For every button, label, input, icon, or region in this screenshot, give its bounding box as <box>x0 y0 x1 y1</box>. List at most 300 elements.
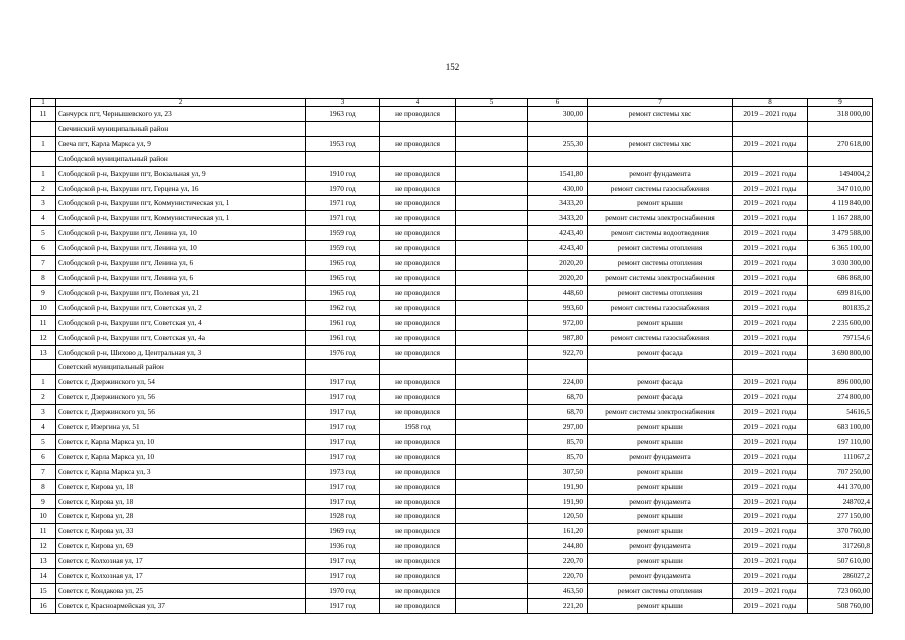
empty-cell <box>456 241 528 256</box>
empty-cell <box>456 285 528 300</box>
commission-year-cell: 1917 год <box>306 569 380 584</box>
period-cell: 2019 – 2021 годы <box>733 136 808 151</box>
work-type-cell: ремонт фундамента <box>588 569 733 584</box>
row-number-cell: 8 <box>31 270 56 285</box>
last-repair-cell: не проводился <box>380 494 456 509</box>
table-row <box>31 315 873 330</box>
work-type-cell: ремонт крыши <box>588 479 733 494</box>
empty-cell <box>456 598 528 613</box>
empty-cell <box>456 449 528 464</box>
column-number-cell: 4 <box>380 99 456 107</box>
address-cell: Советск г, Кирова ул, 28 <box>56 509 306 524</box>
row-number-cell: 3 <box>31 196 56 211</box>
work-type-cell: ремонт фундамента <box>588 166 733 181</box>
commission-year-cell: 1917 год <box>306 479 380 494</box>
period-cell: 2019 – 2021 годы <box>733 315 808 330</box>
period-cell: 2019 – 2021 годы <box>733 420 808 435</box>
commission-year-cell: 1928 год <box>306 509 380 524</box>
empty-cell <box>456 181 528 196</box>
period-cell: 2019 – 2021 годы <box>733 464 808 479</box>
empty-cell <box>456 539 528 554</box>
address-cell: Свеча пгт, Карла Маркса ул, 9 <box>56 136 306 151</box>
work-type-cell: ремонт системы хвс <box>588 107 733 122</box>
area-cell: 3433,20 <box>528 196 588 211</box>
period-cell: 2019 – 2021 годы <box>733 509 808 524</box>
work-type-cell: ремонт фасада <box>588 375 733 390</box>
row-number-cell: 12 <box>31 330 56 345</box>
row-number-cell: 11 <box>31 315 56 330</box>
empty-cell <box>380 151 456 166</box>
table-row <box>31 285 873 300</box>
last-repair-cell: не проводился <box>380 136 456 151</box>
work-type-cell: ремонт крыши <box>588 315 733 330</box>
last-repair-cell: не проводился <box>380 479 456 494</box>
area-cell: 68,70 <box>528 390 588 405</box>
cost-cell: 896 000,00 <box>808 375 873 390</box>
address-cell: Слободской р-н, Вахруши пгт, Ленина ул, 6 <box>56 270 306 285</box>
table-row <box>31 554 873 569</box>
period-cell: 2019 – 2021 годы <box>733 405 808 420</box>
last-repair-cell: не проводился <box>380 554 456 569</box>
cost-cell: 318 000,00 <box>808 107 873 122</box>
column-number-cell: 9 <box>808 99 873 107</box>
address-cell: Слободской р-н, Вахруши пгт, Вокзальная ул, 9 <box>56 166 306 181</box>
area-cell: 221,20 <box>528 598 588 613</box>
empty-cell <box>456 256 528 271</box>
cost-cell: 286027,2 <box>808 569 873 584</box>
address-cell: Слободской р-н, Вахруши пгт, Ленина ул, 10 <box>56 241 306 256</box>
area-cell: 255,30 <box>528 136 588 151</box>
last-repair-cell: не проводился <box>380 211 456 226</box>
commission-year-cell: 1959 год <box>306 241 380 256</box>
cost-cell: 707 250,00 <box>808 464 873 479</box>
work-type-cell: ремонт системы хвс <box>588 136 733 151</box>
empty-cell <box>528 151 588 166</box>
work-type-cell: ремонт крыши <box>588 509 733 524</box>
table-row <box>31 509 873 524</box>
work-type-cell: ремонт крыши <box>588 598 733 613</box>
column-number-cell: 5 <box>456 99 528 107</box>
address-cell: Советск г, Дзержинского ул, 54 <box>56 375 306 390</box>
last-repair-cell: не проводился <box>380 434 456 449</box>
cost-cell: 4 119 840,00 <box>808 196 873 211</box>
column-number-header-row <box>31 99 873 107</box>
commission-year-cell: 1917 год <box>306 375 380 390</box>
empty-cell <box>588 121 733 136</box>
empty-cell <box>456 330 528 345</box>
empty-cell <box>456 375 528 390</box>
commission-year-cell: 1965 год <box>306 270 380 285</box>
cost-cell: 111067,2 <box>808 449 873 464</box>
commission-year-cell: 1910 год <box>306 166 380 181</box>
area-cell: 4243,40 <box>528 241 588 256</box>
area-cell: 297,00 <box>528 420 588 435</box>
address-cell: Слободской р-н, Вахруши пгт, Полевая ул, 21 <box>56 285 306 300</box>
area-cell: 4243,40 <box>528 226 588 241</box>
period-cell: 2019 – 2021 годы <box>733 196 808 211</box>
empty-cell <box>306 121 380 136</box>
empty-cell <box>733 360 808 375</box>
empty-cell <box>808 360 873 375</box>
address-cell: Советск г, Изергина ул, 51 <box>56 420 306 435</box>
table-row <box>31 464 873 479</box>
work-type-cell: ремонт системы газоснабжения <box>588 300 733 315</box>
commission-year-cell: 1953 год <box>306 136 380 151</box>
commission-year-cell: 1976 год <box>306 345 380 360</box>
last-repair-cell: не проводился <box>380 375 456 390</box>
cost-cell: 274 800,00 <box>808 390 873 405</box>
period-cell: 2019 – 2021 годы <box>733 598 808 613</box>
cost-cell: 370 760,00 <box>808 524 873 539</box>
commission-year-cell: 1962 год <box>306 300 380 315</box>
address-cell: Советск г, Кирова ул, 18 <box>56 494 306 509</box>
last-repair-cell: не проводился <box>380 598 456 613</box>
row-number-cell: 3 <box>31 405 56 420</box>
period-cell: 2019 – 2021 годы <box>733 554 808 569</box>
cost-cell: 797154,6 <box>808 330 873 345</box>
address-cell: Советск г, Карла Маркса ул, 3 <box>56 464 306 479</box>
work-type-cell: ремонт крыши <box>588 196 733 211</box>
empty-cell <box>456 554 528 569</box>
area-cell: 220,70 <box>528 554 588 569</box>
address-cell: Слободской р-н, Вахруши пгт, Советская ул, 2 <box>56 300 306 315</box>
last-repair-cell: не проводился <box>380 300 456 315</box>
cost-cell: 347 010,00 <box>808 181 873 196</box>
table-row <box>31 420 873 435</box>
row-number-cell: 1 <box>31 166 56 181</box>
cost-cell: 6 365 100,00 <box>808 241 873 256</box>
last-repair-cell: не проводился <box>380 241 456 256</box>
work-type-cell: ремонт фасада <box>588 390 733 405</box>
table-row <box>31 375 873 390</box>
last-repair-cell: не проводился <box>380 584 456 599</box>
area-cell: 463,50 <box>528 584 588 599</box>
table-row <box>31 270 873 285</box>
last-repair-cell: не проводился <box>380 524 456 539</box>
period-cell: 2019 – 2021 годы <box>733 449 808 464</box>
work-type-cell: ремонт крыши <box>588 524 733 539</box>
work-type-cell: ремонт системы электроснабжения <box>588 211 733 226</box>
commission-year-cell: 1970 год <box>306 181 380 196</box>
area-cell: 224,00 <box>528 375 588 390</box>
work-type-cell: ремонт системы отопления <box>588 285 733 300</box>
cost-cell: 270 618,00 <box>808 136 873 151</box>
empty-cell <box>456 434 528 449</box>
empty-cell <box>733 151 808 166</box>
commission-year-cell: 1936 год <box>306 539 380 554</box>
row-number-cell: 16 <box>31 598 56 613</box>
cost-cell: 3 479 588,00 <box>808 226 873 241</box>
empty-cell <box>456 569 528 584</box>
last-repair-cell: не проводился <box>380 270 456 285</box>
area-cell: 85,70 <box>528 434 588 449</box>
table-row <box>31 584 873 599</box>
area-cell: 85,70 <box>528 449 588 464</box>
work-type-cell: ремонт фундамента <box>588 449 733 464</box>
area-cell: 244,80 <box>528 539 588 554</box>
row-number-cell: 9 <box>31 285 56 300</box>
row-number-cell: 5 <box>31 226 56 241</box>
commission-year-cell: 1965 год <box>306 256 380 271</box>
district-title-cell: Слободской муниципальный район <box>56 151 306 166</box>
area-cell: 987,80 <box>528 330 588 345</box>
commission-year-cell: 1971 год <box>306 211 380 226</box>
last-repair-cell: не проводился <box>380 449 456 464</box>
row-number-cell: 15 <box>31 584 56 599</box>
empty-cell <box>380 121 456 136</box>
last-repair-cell: 1958 год <box>380 420 456 435</box>
row-number-cell: 10 <box>31 300 56 315</box>
period-cell: 2019 – 2021 годы <box>733 345 808 360</box>
commission-year-cell: 1973 год <box>306 464 380 479</box>
empty-cell <box>456 509 528 524</box>
empty-cell <box>380 360 456 375</box>
empty-cell <box>808 121 873 136</box>
address-cell: Санчурск пгт, Чернышевского ул, 23 <box>56 107 306 122</box>
period-cell: 2019 – 2021 годы <box>733 285 808 300</box>
commission-year-cell: 1917 год <box>306 434 380 449</box>
period-cell: 2019 – 2021 годы <box>733 434 808 449</box>
area-cell: 922,70 <box>528 345 588 360</box>
empty-cell <box>456 107 528 122</box>
address-cell: Советск г, Карла Маркса ул, 10 <box>56 434 306 449</box>
address-cell: Советск г, Красноармейская ул, 37 <box>56 598 306 613</box>
cost-cell: 197 110,00 <box>808 434 873 449</box>
cost-cell: 1 167 288,00 <box>808 211 873 226</box>
last-repair-cell: не проводился <box>380 464 456 479</box>
empty-cell <box>456 270 528 285</box>
district-section-row <box>31 151 873 166</box>
commission-year-cell: 1971 год <box>306 196 380 211</box>
commission-year-cell: 1917 год <box>306 390 380 405</box>
last-repair-cell: не проводился <box>380 405 456 420</box>
empty-cell <box>456 494 528 509</box>
empty-cell <box>456 360 528 375</box>
empty-cell <box>456 211 528 226</box>
commission-year-cell: 1961 год <box>306 330 380 345</box>
empty-cell <box>456 136 528 151</box>
row-number-cell: 7 <box>31 464 56 479</box>
table-row <box>31 494 873 509</box>
column-number-cell: 7 <box>588 99 733 107</box>
district-title-cell: Свечинский муниципальный район <box>56 121 306 136</box>
work-type-cell: ремонт системы газоснабжения <box>588 330 733 345</box>
period-cell: 2019 – 2021 годы <box>733 494 808 509</box>
empty-cell <box>456 196 528 211</box>
area-cell: 191,90 <box>528 494 588 509</box>
column-number-cell: 1 <box>31 99 56 107</box>
column-number-cell: 8 <box>733 99 808 107</box>
area-cell: 448,60 <box>528 285 588 300</box>
repair-program-table <box>30 98 873 614</box>
work-type-cell: ремонт крыши <box>588 554 733 569</box>
period-cell: 2019 – 2021 годы <box>733 300 808 315</box>
last-repair-cell: не проводился <box>380 390 456 405</box>
cost-cell: 248702,4 <box>808 494 873 509</box>
row-number-cell: 14 <box>31 569 56 584</box>
cost-cell: 801835,2 <box>808 300 873 315</box>
commission-year-cell: 1917 год <box>306 405 380 420</box>
commission-year-cell: 1961 год <box>306 315 380 330</box>
commission-year-cell: 1917 год <box>306 420 380 435</box>
row-number-cell: 5 <box>31 434 56 449</box>
work-type-cell: ремонт крыши <box>588 464 733 479</box>
column-number-cell: 6 <box>528 99 588 107</box>
page-number: 152 <box>445 62 460 72</box>
table-row <box>31 241 873 256</box>
last-repair-cell: не проводился <box>380 166 456 181</box>
row-number-cell: 11 <box>31 107 56 122</box>
empty-cell <box>456 315 528 330</box>
table-row <box>31 569 873 584</box>
last-repair-cell: не проводился <box>380 107 456 122</box>
empty-cell <box>733 121 808 136</box>
district-section-row <box>31 121 873 136</box>
work-type-cell: ремонт системы электроснабжения <box>588 270 733 285</box>
period-cell: 2019 – 2021 годы <box>733 241 808 256</box>
cost-cell: 317260,8 <box>808 539 873 554</box>
cost-cell: 277 150,00 <box>808 509 873 524</box>
column-number-cell: 2 <box>56 99 306 107</box>
row-number-cell: 10 <box>31 509 56 524</box>
area-cell: 3433,20 <box>528 211 588 226</box>
last-repair-cell: не проводился <box>380 196 456 211</box>
work-type-cell: ремонт системы отопления <box>588 241 733 256</box>
last-repair-cell: не проводился <box>380 330 456 345</box>
address-cell: Советск г, Карла Маркса ул, 10 <box>56 449 306 464</box>
work-type-cell: ремонт фасада <box>588 345 733 360</box>
cost-cell: 699 816,00 <box>808 285 873 300</box>
table-row <box>31 181 873 196</box>
period-cell: 2019 – 2021 годы <box>733 524 808 539</box>
row-number-cell: 6 <box>31 449 56 464</box>
cost-cell: 508 760,00 <box>808 598 873 613</box>
commission-year-cell: 1970 год <box>306 584 380 599</box>
table-row <box>31 479 873 494</box>
row-number-cell: 12 <box>31 539 56 554</box>
period-cell: 2019 – 2021 годы <box>733 569 808 584</box>
empty-cell <box>588 360 733 375</box>
address-cell: Слободской р-н, Шихово д, Центральная ул, 3 <box>56 345 306 360</box>
row-number-cell: 2 <box>31 390 56 405</box>
area-cell: 300,00 <box>528 107 588 122</box>
address-cell: Слободской р-н, Вахруши пгт, Советская ул, 4 <box>56 315 306 330</box>
empty-cell <box>456 151 528 166</box>
last-repair-cell: не проводился <box>380 569 456 584</box>
table-row <box>31 256 873 271</box>
area-cell: 430,00 <box>528 181 588 196</box>
address-cell: Слободской р-н, Вахруши пгт, Советская ул, 4а <box>56 330 306 345</box>
table-row <box>31 449 873 464</box>
table-row <box>31 539 873 554</box>
cost-cell: 1494004,2 <box>808 166 873 181</box>
empty-cell <box>808 151 873 166</box>
table-body <box>31 99 873 614</box>
cost-cell: 54616,5 <box>808 405 873 420</box>
table-row <box>31 598 873 613</box>
address-cell: Советск г, Кирова ул, 69 <box>56 539 306 554</box>
period-cell: 2019 – 2021 годы <box>733 226 808 241</box>
row-number-cell: 13 <box>31 554 56 569</box>
area-cell: 307,50 <box>528 464 588 479</box>
address-cell: Советск г, Дзержинского ул, 56 <box>56 390 306 405</box>
row-number-cell: 13 <box>31 345 56 360</box>
period-cell: 2019 – 2021 годы <box>733 181 808 196</box>
empty-cell <box>306 360 380 375</box>
table-row <box>31 196 873 211</box>
area-cell: 1541,80 <box>528 166 588 181</box>
work-type-cell: ремонт системы водоотведения <box>588 226 733 241</box>
work-type-cell: ремонт фундамента <box>588 494 733 509</box>
address-cell: Советск г, Кондакова ул, 25 <box>56 584 306 599</box>
work-type-cell: ремонт системы отопления <box>588 584 733 599</box>
period-cell: 2019 – 2021 годы <box>733 270 808 285</box>
table-row <box>31 300 873 315</box>
table-row <box>31 107 873 122</box>
commission-year-cell: 1917 год <box>306 449 380 464</box>
empty-cell <box>456 420 528 435</box>
row-number-cell: 1 <box>31 375 56 390</box>
row-number-cell: 8 <box>31 479 56 494</box>
commission-year-cell: 1965 год <box>306 285 380 300</box>
row-number-cell: 9 <box>31 494 56 509</box>
commission-year-cell: 1969 год <box>306 524 380 539</box>
work-type-cell: ремонт системы отопления <box>588 256 733 271</box>
area-cell: 68,70 <box>528 405 588 420</box>
period-cell: 2019 – 2021 годы <box>733 479 808 494</box>
table-row <box>31 330 873 345</box>
period-cell: 2019 – 2021 годы <box>733 330 808 345</box>
period-cell: 2019 – 2021 годы <box>733 584 808 599</box>
period-cell: 2019 – 2021 годы <box>733 539 808 554</box>
cost-cell: 686 868,00 <box>808 270 873 285</box>
empty-cell <box>306 151 380 166</box>
area-cell: 120,50 <box>528 509 588 524</box>
address-cell: Слободской р-н, Вахруши пгт, Герцена ул, 16 <box>56 181 306 196</box>
empty-cell <box>456 479 528 494</box>
empty-cell <box>456 584 528 599</box>
row-number-cell: 6 <box>31 241 56 256</box>
row-number-cell: 1 <box>31 136 56 151</box>
area-cell: 972,00 <box>528 315 588 330</box>
address-cell: Слободской р-н, Вахруши пгт, Коммунистическая ул, 1 <box>56 211 306 226</box>
last-repair-cell: не проводился <box>380 509 456 524</box>
cost-cell: 723 060,00 <box>808 584 873 599</box>
address-cell: Слободской р-н, Вахруши пгт, Ленина ул, 10 <box>56 226 306 241</box>
period-cell: 2019 – 2021 годы <box>733 107 808 122</box>
cost-cell: 507 610,00 <box>808 554 873 569</box>
period-cell: 2019 – 2021 годы <box>733 390 808 405</box>
last-repair-cell: не проводился <box>380 539 456 554</box>
last-repair-cell: не проводился <box>380 226 456 241</box>
area-cell: 191,90 <box>528 479 588 494</box>
cost-cell: 2 235 600,00 <box>808 315 873 330</box>
table-row <box>31 226 873 241</box>
row-number-cell: 4 <box>31 420 56 435</box>
table-row <box>31 434 873 449</box>
table-row <box>31 405 873 420</box>
empty-cell <box>456 345 528 360</box>
empty-cell <box>456 464 528 479</box>
empty-cell <box>456 166 528 181</box>
address-cell: Советск г, Колхозная ул, 17 <box>56 554 306 569</box>
table-row <box>31 390 873 405</box>
empty-cell <box>588 151 733 166</box>
row-number-cell: 7 <box>31 256 56 271</box>
period-cell: 2019 – 2021 годы <box>733 211 808 226</box>
area-cell: 161,20 <box>528 524 588 539</box>
last-repair-cell: не проводился <box>380 345 456 360</box>
